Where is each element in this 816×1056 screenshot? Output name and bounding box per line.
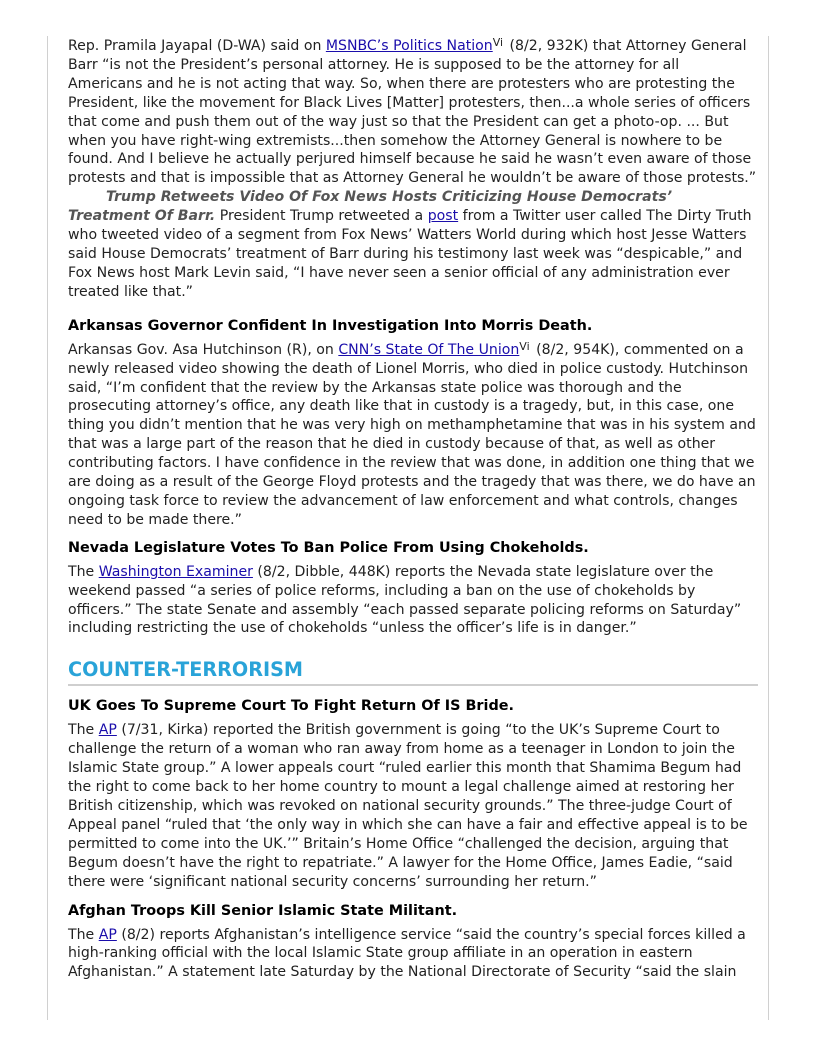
article-heading-afghan-troops: Afghan Troops Kill Senior Islamic State Militant. xyxy=(68,902,458,919)
ap-link[interactable]: AP xyxy=(98,722,117,739)
video-marker: Vi xyxy=(519,339,530,353)
cnn-state-of-the-union-link[interactable]: CNN’s State Of The Union xyxy=(338,341,520,358)
section-heading-counter-terrorism: COUNTER-TERRORISM xyxy=(68,658,758,686)
paragraph-afghan-troops: The AP (8/2) reports Afghanistan’s intelligence service “said the country’s special forces killed a high-ranking official with the local Islamic State group affiliate in an operation in eastern Afghanistan.” A statement late Saturday by the National Directorate of Security “said the slain xyxy=(68,926,746,981)
post-link[interactable]: post xyxy=(427,208,459,225)
document-body xyxy=(68,37,758,982)
washington-examiner-link[interactable]: Washington Examiner xyxy=(98,563,253,580)
paragraph-jayapal: Rep. Pramila Jayapal (D-WA) said on MSNBC’s Politics Nation$^{Vi}$ (8/2, 932K) that Attorney General Barr “is not the President’s personal attorney. He is supposed to be the attorney for all Americans and he is not acting that way. So, when there are protesters who are protesting the President, like the movement for Black Lives [Matter] protesters, then...a whole series of officers that come and push them out of the way just so that the President can get a photo-op. ... But when you have right-wing extremists...then somehow the Attorney General is nowhere to be found. And I believe he actually perjured himself because he said he wasn’t even aware of those protests and that is impossible that as Attorney General he wouldn’t be aware of those protests.” xyxy=(68,36,757,187)
paragraph-arkansas: Arkansas Gov. Asa Hutchinson (R), on CNN’s State Of The Union$^{Vi}$ (8/2, 954K), commented on a newly released video showing the death of Lionel Morris, who died in police custody. Hutchinson said, “I’m confident that the review by the Arkansas state police was thorough and the prosecuting attorney’s office, any death like that in custody is a tragedy, but, in this case, one thing you didn’t mention that he was very high on methamphetamine that was in his system and that was a large part of the reason that he died in custody because of that, as well as other contributing factors. I have confidence in the review that was done, in addition one thing that we are doing as a result of the George Floyd protests and the tragedy that was there, we do have an ongoing task force to review the advancement of law enforcement and what controls, changes need to be made there.” xyxy=(68,339,756,528)
ap-link[interactable]: AP xyxy=(98,926,117,943)
paragraph-trump-retweet: Trump Retweets Video Of Fox News Hosts Criticizing House Democrats’ Treatment Of Barr. President Trump retweeted a post from a Twitter user called The Dirty Truth who tweeted video of a segment from Fox News’ Watters World during which host Jesse Watters said House Democrats’ treatment of Barr during his testimony last week was “despicable,” and Fox News host Mark Levin said, “I have never seen a senior official of any administration ever treated like that.” xyxy=(68,189,752,300)
msnbc-politics-nation-link[interactable]: MSNBC’s Politics Nation xyxy=(325,38,493,54)
left-margin-rule xyxy=(47,36,48,1020)
subsection-lead: Trump Retweets Video Of Fox News Hosts Criticizing House Democrats’ Treatment Of Barr. xyxy=(68,189,673,225)
article-heading-arkansas: Arkansas Governor Confident In Investigation Into Morris Death. xyxy=(68,317,593,334)
paragraph-nevada: The Washington Examiner (8/2, Dibble, 448K) reports the Nevada state legislature over the weekend passed “a series of police reforms, including a ban on the use of chokeholds by officers.” The state Senate and assembly “each passed separate policing reforms on Saturday” including restricting the use of chokeholds “unless the officer’s life is in danger.” xyxy=(68,563,742,637)
right-margin-rule xyxy=(768,36,769,1020)
article-heading-uk-supreme-court: UK Goes To Supreme Court To Fight Return Of IS Bride. xyxy=(68,698,514,715)
paragraph-uk-supreme-court: The AP (7/31, Kirka) reported the British government is going “to the UK’s Supreme Court to challenge the return of a woman who ran away from home as a teenager in London to join the Islamic State group.” A lower appeals court “ruled earlier this month that Shamima Begum had the right to come back to her home country to mount a legal challenge aimed at restoring her British citizenship, which was revoked on national security grounds.” The three-judge Court of Appeal panel “ruled that ‘the only way in which she can have a fair and effective appeal is to be permitted to come into the UK.’” Britain’s Home Office “challenged the decision, arguing that Begum doesn’t have the right to repatriate.” A lawyer for the Home Office, James Eadie, “said there were ‘significant national security concerns’ surrounding her return.” xyxy=(68,722,748,890)
article-heading-nevada: Nevada Legislature Votes To Ban Police From Using Chokeholds. xyxy=(68,539,589,556)
video-marker: Vi xyxy=(492,36,504,49)
